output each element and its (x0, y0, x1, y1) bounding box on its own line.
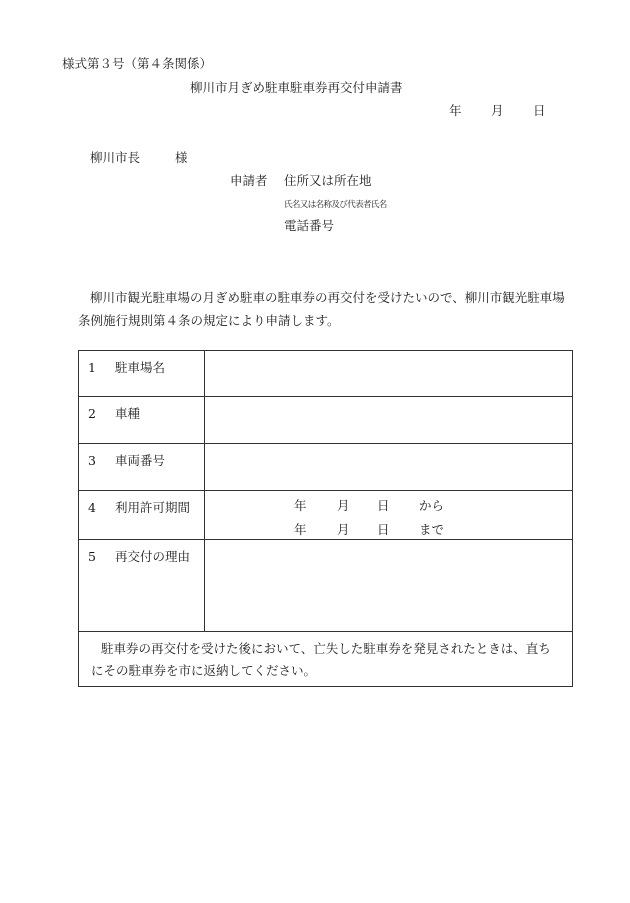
period-start-month: 月 (337, 498, 350, 513)
row-label-text: 駐車場名 (115, 360, 166, 375)
table-row (79, 351, 572, 397)
addressee-name: 柳川市長 (90, 150, 141, 165)
page-title: 柳川市月ぎめ駐車駐車券再交付申請書 (190, 80, 403, 95)
row-label (79, 540, 205, 631)
row-label (79, 444, 205, 490)
period-from-label: から (419, 498, 445, 513)
date-day-label: 日 (533, 103, 546, 118)
table-row (79, 540, 572, 632)
form-number: 様式第３号（第４条関係） (62, 56, 213, 71)
table-row (79, 397, 572, 444)
row-number: 4 (88, 500, 96, 515)
reissue-reason-field[interactable] (205, 540, 572, 631)
row-label-text: 利用許可期間 (115, 500, 191, 515)
row-number: 2 (88, 406, 96, 421)
applicant-name-label: 氏名又は名称及び代表者氏名 (284, 200, 387, 210)
row-label (79, 491, 205, 539)
period-start-year: 年 (294, 498, 307, 513)
row-label (79, 351, 205, 396)
period-end-month: 月 (337, 522, 350, 537)
vehicle-number-field[interactable] (205, 444, 572, 490)
application-statement: 柳川市観光駐車場の月ぎめ駐車の駐車券の再交付を受けたいので、柳川市観光駐車場条例施行規則第４条の規定により申請します。 (78, 290, 565, 328)
applicant-label: 申請者 (230, 173, 268, 188)
period-to-label: まで (419, 522, 445, 537)
row-label-text: 車種 (115, 406, 141, 421)
row-number: 3 (88, 453, 96, 468)
row-number: 5 (88, 549, 96, 564)
addressee-honorific: 様 (175, 150, 188, 165)
row-number: 1 (88, 360, 96, 375)
period-end-day: 日 (377, 522, 390, 537)
row-label (79, 397, 205, 443)
period-start-day: 日 (377, 498, 390, 513)
row-label-text: 再交付の理由 (115, 549, 191, 564)
parking-lot-name-field[interactable] (205, 351, 572, 396)
row-label-text: 車両番号 (115, 453, 166, 468)
applicant-phone-label: 電話番号 (284, 218, 335, 233)
applicant-address-label: 住所又は所在地 (284, 173, 372, 188)
table-row (79, 444, 572, 491)
vehicle-type-field[interactable] (205, 397, 572, 443)
table-row (79, 491, 572, 540)
permit-period-field[interactable] (205, 491, 572, 539)
date-year-label: 年 (449, 103, 462, 118)
application-table (78, 350, 573, 687)
date-month-label: 月 (491, 103, 504, 118)
period-end-year: 年 (294, 522, 307, 537)
return-notice: 駐車券の再交付を受けた後において、亡失した駐車券を発見されたときは、直ちにその駐車券を市に返納してください。 (91, 641, 551, 678)
